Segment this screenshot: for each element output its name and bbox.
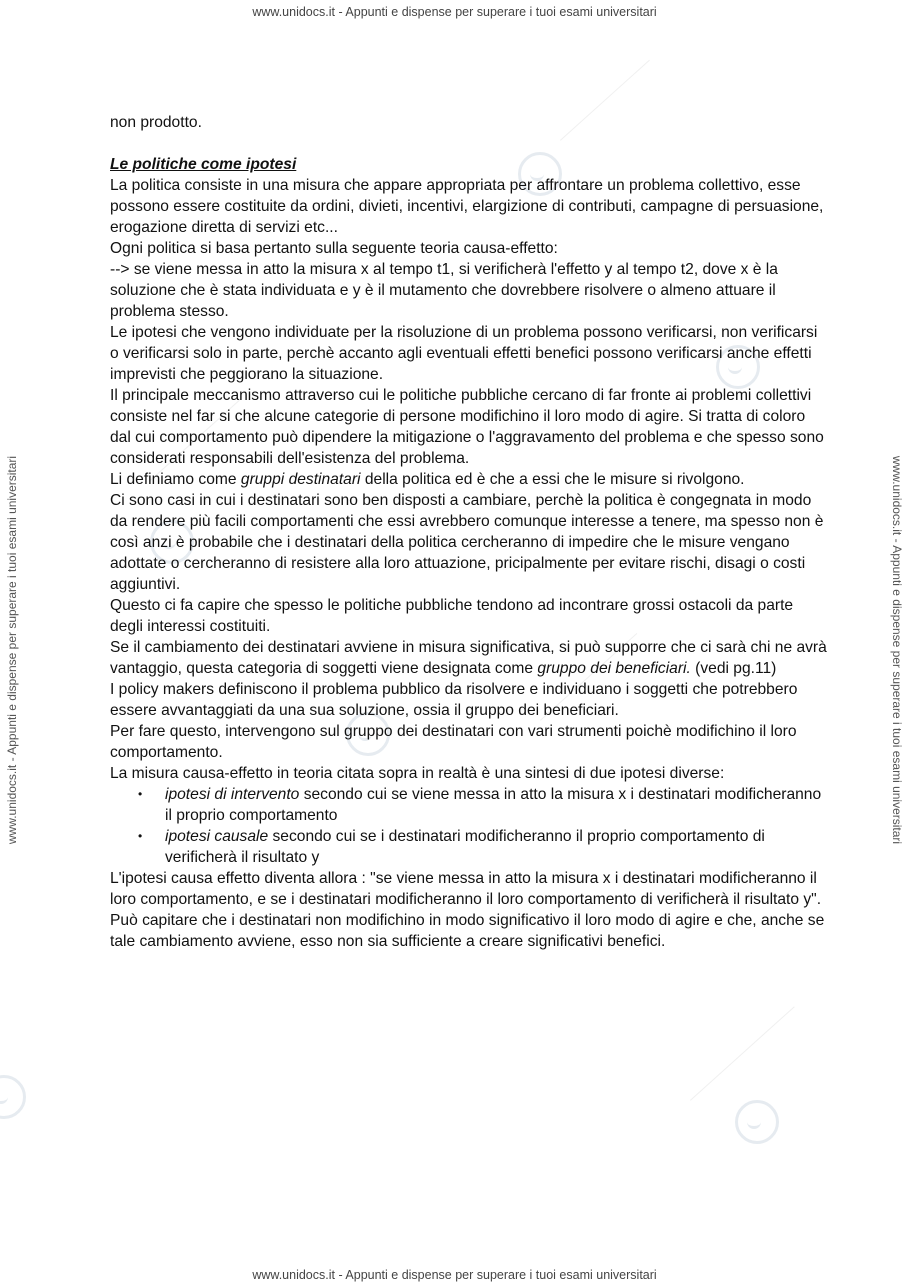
paragraph: Ci sono casi in cui i destinatari sono ben disposti a cambiare, perchè la politica è congegnata in modo da rendere più facili comportamenti che essi avrebbero comunque interesse a tenere, ma spesso non è così anzi è probabile che i destinatari della politica cercheranno di impedire che le misure vengano adottate o cercheranno di resistere alla loro attuazione, pricipalmente per evitare rischi, disagi o costi aggiuntivi. <box>110 492 824 593</box>
paragraph: Le ipotesi che vengono individuate per la risoluzione di un problema possono verificarsi, non verificarsi o verificarsi solo in parte, perchè accanto agli eventuali effetti benefici possono verificarsi anche effetti imprevisti che peggiorano la situazione. <box>110 324 818 383</box>
text-run: Li definiamo come <box>110 471 241 488</box>
term-gruppi-destinatari: gruppi destinatari <box>240 471 361 488</box>
watermark-top: www.unidocs.it - Appunti e dispense per superare i tuoi esami universitari <box>252 5 657 19</box>
list-item-term: ipotesi causale <box>165 828 269 845</box>
section-heading: Le politiche come ipotesi <box>110 156 297 173</box>
background-stripe <box>690 1006 795 1100</box>
text-run: (vedi pg.11) <box>690 660 777 677</box>
term-gruppo-beneficiari: gruppo dei beneficiari. <box>537 660 691 677</box>
bullet-icon: • <box>138 829 143 843</box>
list-item-text: secondo cui se viene messa in atto la misura x i destinatari modificheranno il proprio comportamento <box>165 786 822 824</box>
watermark-left: www.unidocs.it - Appunti e dispense per superare i tuoi esami universitari <box>5 455 19 845</box>
paragraph <box>110 637 830 679</box>
list-item <box>138 784 830 826</box>
text-run: della politica ed è che a essi che le misure si rivolgono. <box>360 471 745 488</box>
paragraph: La politica consiste in una misura che appare appropriata per affrontare un problema collettivo, esse possono essere costituite da ordini, divieti, incentivi, elargizione di contributi, campagne di persuasione, erogazione diretta di servizi etc... <box>110 177 824 236</box>
paragraph: L'ipotesi causa effetto diventa allora : "se viene messa in atto la misura x i destinatari modificheranno il loro comportamento, e se i destinatari modificheranno il loro comportamento di verificherà il risultato y". <box>110 870 822 908</box>
list-item <box>138 826 830 868</box>
bullet-icon: • <box>138 787 143 801</box>
paragraph: Per fare questo, intervengono sul gruppo dei destinatari con vari strumenti poichè modifichino il loro comportamento. <box>110 723 797 761</box>
paragraph: Il principale meccanismo attraverso cui le politiche pubbliche cercano di far fronte ai problemi collettivi consiste nel far si che alcune categorie di persone modifichino il loro modo di agire. Si tratta di coloro dal cui comportamento può dipendere la mitigazione o l'aggravamento del problema e che spesso sono considerati responsabili dell'esistenza del problema. <box>110 387 824 467</box>
paragraph: I policy makers definiscono il problema pubblico da risolvere e individuano i soggetti che potrebbero essere avvantaggiati da una sua soluzione, ossia il gruppo dei beneficiari. <box>110 681 798 719</box>
watermark-bottom: www.unidocs.it - Appunti e dispense per superare i tuoi esami universitari <box>252 1268 657 1282</box>
paragraph: Questo ci fa capire che spesso le politiche pubbliche tendono ad incontrare grossi ostacoli da parte degli interessi costituiti. <box>110 597 794 635</box>
paragraph: Può capitare che i destinatari non modifichino in modo significativo il loro modo di agire e che, anche se tale cambiamento avviene, esso non sia sufficiente a creare significativi benefici. <box>110 912 825 950</box>
watermark-logo-icon <box>735 1100 779 1144</box>
watermark-right: www.unidocs.it - Appunti e dispense per superare i tuoi esami universitari <box>890 455 904 845</box>
hypothesis-list <box>110 784 830 868</box>
text-run: Se il cambiamento dei destinatari avviene in misura significativa, si può supporre che ci sarà chi ne avrà vantaggio, questa categoria di soggetti viene designata come <box>110 639 827 677</box>
document-body <box>110 112 830 952</box>
paragraph: Ogni politica si basa pertanto sulla seguente teoria causa-effetto: <box>110 240 558 257</box>
watermark-logo-icon <box>0 1075 26 1119</box>
paragraph <box>110 469 830 490</box>
paragraph: La misura causa-effetto in teoria citata sopra in realtà è una sintesi di due ipotesi diverse: <box>110 765 725 782</box>
paragraph: --> se viene messa in atto la misura x al tempo t1, si verificherà l'effetto y al tempo t2, dove x è la soluzione che è stata individuata e y è il mutamento che dovrebbere risolvere o almeno attuare il problema stesso. <box>110 261 778 320</box>
paragraph: non prodotto. <box>110 114 202 131</box>
list-item-text: secondo cui se i destinatari modificheranno il proprio comportamento di verificherà il risultato y <box>165 828 765 866</box>
list-item-term: ipotesi di intervento <box>165 786 300 803</box>
